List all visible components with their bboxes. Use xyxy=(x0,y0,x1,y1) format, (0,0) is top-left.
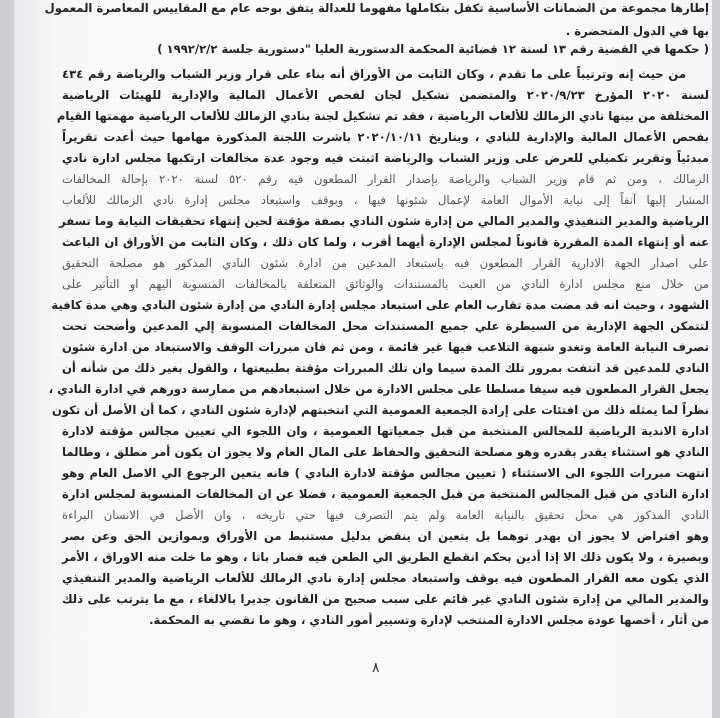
text-line: المختلفة من بينها نادي الزمالك للألعاب الرياضية ، فقد تم تشكيل لجنة بنادي الزمالك للألعاب الرياضية مهمتها القيام xyxy=(56,109,709,123)
text-line: ادارة النادي من قبل المجالس المنتخبة من قبل الجمعية العمومية ، فضلا عن ان المخالفات المنسوبة لمجلس ادارة xyxy=(62,487,709,501)
text-line: وهو افتراض لا يجوز ان يهدر توهما بل يتعين ان ينقض بدليل مستنبط من الأوراق وبموازين الحق وعن بصر xyxy=(62,529,709,543)
text-line: نظراً لما يمثله ذلك من افتئات على إرادة الجمعية العمومية التي انتخبتهم لإدارة شئون النادي ، كما أن الأصل أن تكون xyxy=(51,403,709,417)
text-line: المشار إليها آنفاً إلى نيابة الأموال العامة لإعمال شئونها فيها ، وبوقف واستبعاد مجلس إدارة نادي الزمالك للألعاب xyxy=(62,193,709,207)
text-line: الذي يكون معه القرار المطعون فيه بوقف واستبعاد مجلس إدارة نادي الزمالك للألعاب الرياضية والمدير التنفيذي xyxy=(62,571,709,585)
text-line: ادارة الاندية الرياضية للمجالس المنتخبة من قبل جمعياتها العمومية ، وان اللجوء الي تعيين مجالس مؤقتة لادارة xyxy=(62,424,709,438)
text-line: النادي هو استثناء يقدر بقدره وهو مصلحة التحقيق والحفاظ على المال العام ولا يجوز ان يكون أمر مطلق ، وطالما xyxy=(62,445,709,459)
page-number: ٨ xyxy=(372,660,380,676)
text-line: لسنة ٢٠٢٠ المؤرخ ٢٠٢٠/٩/٢٣ والمتضمن تشكيل لجان لفحص الأعمال المالية والإدارية للهيئات الرياضية xyxy=(62,88,709,102)
text-line: بها في الدول المتحضرة . xyxy=(565,24,709,38)
text-line: من حيث إنه وترتيباً على ما تقدم ، وكان الثابت من الأوراق أنه بناء على قرار وزير الشباب والرياضة رقم ٤٣٤ xyxy=(62,67,686,81)
text-line: والمدير المالي من إدارة شئون النادي غير قائم على سبب صحيح من القانون جديرا بالالغاء ، مع ما يترتب على ذلك xyxy=(62,592,709,606)
text-line: يجعل القرار المطعون فيه سيفا مسلطا على مجلس الادارة من خلال استبعادهم من ممارسة دورهم في ادارة النادي ، xyxy=(48,382,709,396)
text-line: مبدئياً وتقرير تكميلي للعرض على وزير الشباب والرياضة اثبتت فيه وجود عدة مخالفات ارتكبها مجلس ادارة نادي xyxy=(62,151,709,165)
text-line: الزمالك ، ومن ثم قام وزير الشباب والرياضة بإصدار القرار المطعون فيه رقم ٥٢٠ لسنة ٢٠٢٠ بإحالة المخالفات xyxy=(62,172,709,186)
document-page xyxy=(14,0,712,718)
text-line: النادي المذكور هي محل تحقيق بالنيابة العامة ولم يتم التصرف فيها حتي تاريخه ، وان الأصل في الانسان البراءة xyxy=(62,508,709,522)
text-line: لتتمكن الجهة الإدارية من السيطرة علي جميع المستندات محل المخالفات المنسوبة إلي المدعين وأضحت تحت xyxy=(62,319,709,333)
text-line: تصرف النيابة العامة وتغدو شبهة التلاعب فيها غير قائمة ، ومن ثم فان مبررات الوقف والاستبعاد من ادارة شئون xyxy=(62,340,709,354)
text-line: عنه أو إنتهاء المدة المقررة قانوناً لمجلس الإدارة أيهما أقرب ، ولما كان ذلك ، وكان الثابت من الأوراق ان الباعث xyxy=(62,235,709,249)
text-line: وبصيرة ، ولا يكون ذلك الا إذا أدين بحكم انقطع الطريق الي الطعن فيه فصار باتا ، وهو ما خلت منه الاوراق ، الأمر xyxy=(62,550,709,564)
text-line: النادي للمدعين قد انتفت بمرور تلك المدة سيما وان تلك المبررات مؤقتة بطبيعتها ، والقول بغير ذلك من شأنه أن xyxy=(62,361,709,375)
text-line: إطارها مجموعة من الضمانات الأساسية تكفل بتكاملها مفهوما للعدالة يتفق بوجه عام مع المقاييس المعاصرة المعمول xyxy=(44,1,709,15)
text-line: الشهود ، وحيث انه قد مضت مدة تقارب العام على استبعاد مجلس إدارة النادي من إدارة شئون النادي وهي مدة كافية xyxy=(51,298,709,312)
text-line: انتهت مبررات اللجوء الى الاستثناء ( تعيين مجالس مؤقتة لادارة النادي ) فانه يتعين الرجوع الي الاصل العام وهو xyxy=(62,466,709,480)
text-line: من أثار ، أخصها عودة مجلس الادارة المنتخب لإدارة وتسيير أمور النادي ، وهو ما تقضي به المحكمة. xyxy=(149,613,709,627)
text-line: على اصدار الجهة الادارية القرار المطعون فيه باستبعاد المدعين من ادارة شئون النادي المذكور هو مصلحة التحقيق xyxy=(62,256,709,270)
text-line: الرياضية والمدير التنفيذي والمدير المالي من إدارة شئون النادي بصفة مؤقتة لحين إنتهاء تحقيقات النيابة وما تسفر xyxy=(59,214,709,228)
text-line: بفحص الأعمال المالية والإدارية للنادي ، وبتاريخ ٢٠٢٠/١٠/١١ باشرت اللجنة المذكورة مهامها حيث أعدت تقريراً xyxy=(62,130,710,144)
text-line: من خلال منع مجلس ادارة النادي من العبث بالمستندات والوثائق المتعلقة بالمخالفات المنسوبة اليهم او التأثير على xyxy=(62,277,709,291)
text-line: ( حكمها في القضية رقم ١٣ لسنة ١٢ قضائية المحكمة الدستورية العليا "دستورية جلسة ١٩٩٢/٢/٢ ) xyxy=(157,42,709,56)
